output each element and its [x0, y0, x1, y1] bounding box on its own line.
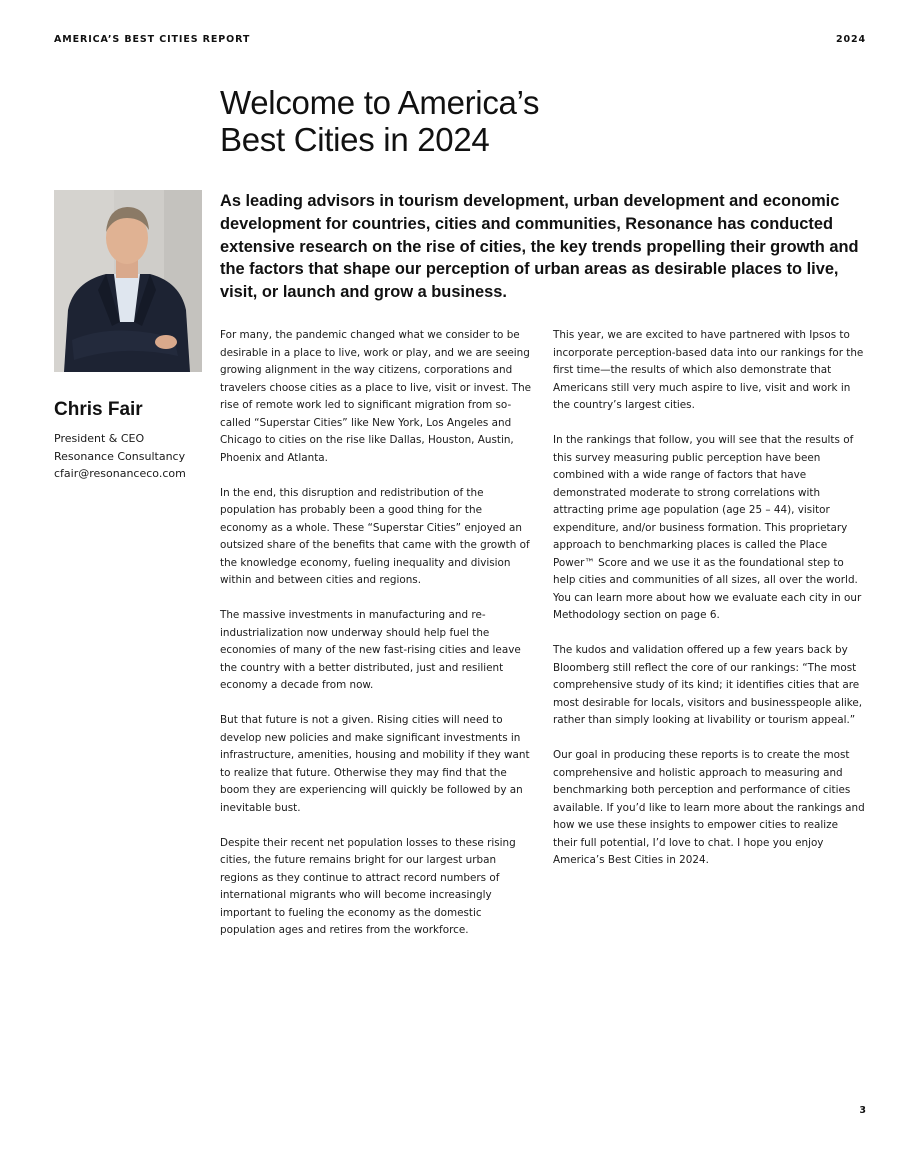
- body-column-left: [220, 327, 532, 957]
- lead-paragraph: As leading advisors in tourism development, urban development and economic development for countries, cities and communities, Resonance has conducted extensive research on the rise of cities, the key trends propelling their growth and the factors that shape our perception of urban areas as desirable places to live, visit, or launch and grow a business.: [220, 192, 859, 302]
- page-title-line-2: Best Cities in 2024: [220, 121, 490, 158]
- body-paragraph: But that future is not a given. Rising cities will need to develop new policies and make significant investments in infrastructure, amenities, housing and mobility if they want to realize that future. Otherwise they may find that the boom they are experiencing will quickly be followed by an inevitable bust.: [220, 714, 530, 814]
- body-paragraph: In the rankings that follow, you will see that the results of this survey measuring public perception have been combined with a wide range of factors that have demonstrated moderate to strong correlations with attracting prime age population (age 25 – 44), visitor expenditure, and/or business formation. This proprietary approach to benchmarking places is called the Place Power™ Score and we use it as the foundational step to help cities and communities of all sizes, all over the world. You can learn more about how we evaluate each city in our Methodology section on page 6.: [553, 434, 862, 621]
- author-company: Resonance Consultancy: [54, 449, 186, 463]
- author-email[interactable]: cfair@resonanceco.com: [54, 467, 186, 480]
- page-number: 3: [859, 1105, 866, 1116]
- author-portrait: [54, 190, 202, 372]
- body-paragraph: This year, we are excited to have partnered with Ipsos to incorporate perception-based data into our rankings for the first time—the results of which also demonstrate that Americans still very much aspire to live, visit and work in the country’s largest cities.: [553, 329, 864, 411]
- author-details: [54, 430, 214, 483]
- page-title-line-1: Welcome to America’s: [220, 84, 540, 121]
- body-paragraph: The kudos and validation offered up a few years back by Bloomberg still reflect the core of our rankings: “The most comprehensive study of its kind; it identifies cities that are most desirable for locals, visitors and businesspeople alike, rather than simply looking at livability or tourism appeal.”: [553, 644, 863, 726]
- report-title: AMERICA’S BEST CITIES REPORT: [54, 34, 251, 45]
- body-paragraph: Our goal in producing these reports is to create the most comprehensive and holistic approach to measuring and benchmarking both perception and performance of cities available. If you’d like to learn more about the rankings and how we use these insights to empower cities to realize their full potential, I’d love to chat. I hope you enjoy America’s Best Cities in 2024.: [553, 749, 865, 866]
- author-name: Chris Fair: [54, 399, 143, 420]
- body-column-right: [553, 327, 865, 887]
- report-year: 2024: [835, 34, 866, 45]
- body-paragraph: Despite their recent net population losses to these rising cities, the future remains bright for our largest urban regions as they continue to attract record numbers of international migrants who will become increasingly important to fueling the economy as the domestic population ages and retires from the workforce.: [220, 836, 516, 936]
- body-paragraph: For many, the pandemic changed what we consider to be desirable in a place to live, work or play, and we are seeing growing alignment in the way citizens, corporations and travelers choose cities as a place to live, visit or invest. The rise of remote work led to significant migration from so-called “Superstar Cities” like New York, Los Angeles and Chicago to cities on the rise like Dallas, Houston, Austin, Phoenix and Atlanta.: [220, 329, 532, 464]
- author-role: President & CEO: [54, 432, 145, 445]
- body-paragraph: The massive investments in manufacturing and re-industrialization now underway should help fuel the economies of many of the new fast-rising cities and leave the country with a better distributed, just and resilient economy a decade from now.: [220, 609, 521, 691]
- body-paragraph: In the end, this disruption and redistribution of the population has probably been a good thing for the economy as a whole. These “Superstar Cities” enjoyed an outsized share of the benefits that came with the growth of the knowledge economy, fueling inequality and division within and between cities and regions.: [220, 486, 530, 586]
- page-title: [220, 84, 820, 158]
